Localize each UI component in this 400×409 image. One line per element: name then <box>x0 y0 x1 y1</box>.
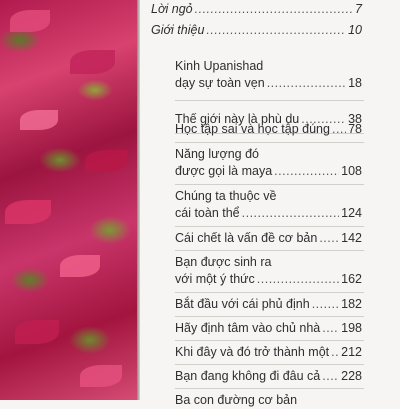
toc-chapter-title-line: dạy sự toàn vẹn <box>175 76 265 90</box>
divider <box>175 364 364 365</box>
toc-chapter-title-line: Hãy định tâm vào chủ nhà <box>175 321 321 335</box>
toc-front-title: Lời ngỏ <box>151 2 193 16</box>
leader-dots <box>322 368 339 385</box>
toc-page-number: 7 <box>355 2 362 16</box>
leaf-shape <box>15 320 59 344</box>
toc-chapter-title-line: với một ý thức <box>175 272 255 286</box>
toc-chapter-title-line: Học tập sai và học tập đúng <box>175 122 330 136</box>
leader-dots <box>322 320 339 337</box>
toc-chapter-title-line: Chúng ta thuộc về <box>175 189 277 203</box>
toc-page-number: 10 <box>348 23 362 37</box>
divider <box>175 100 364 101</box>
toc-chapter-item <box>175 296 362 313</box>
leader-dots <box>332 121 346 138</box>
toc-page-number: 198 <box>341 321 362 335</box>
toc-page-number: 78 <box>348 122 362 136</box>
divider <box>175 250 364 251</box>
toc-page-number: 108 <box>341 164 362 178</box>
leaf-shape <box>60 255 100 277</box>
cover-photo-flowers <box>0 0 137 400</box>
leader-dots <box>195 2 353 16</box>
toc-chapter-title-line: được gọi là maya <box>175 164 273 178</box>
leader-dots <box>274 163 339 180</box>
toc-chapter-title-line: Khi đây và đó trở thành một <box>175 345 330 359</box>
divider <box>175 292 364 293</box>
toc-chapter-title-line: Ba con đường cơ bản <box>175 393 298 407</box>
toc-chapter-title-line: Năng lượng đó <box>175 147 259 161</box>
divider <box>175 142 364 143</box>
leader-dots <box>331 344 339 361</box>
leaf-shape <box>70 50 115 74</box>
divider <box>175 340 364 341</box>
leader-dots <box>206 23 346 37</box>
toc-front-item <box>151 23 362 37</box>
table-of-contents <box>140 0 400 407</box>
leaf-shape <box>5 200 51 224</box>
toc-chapter-item <box>175 344 362 361</box>
toc-chapter-item <box>175 146 362 180</box>
toc-page-number: 18 <box>348 76 362 90</box>
toc-page-number: 38 <box>348 112 362 126</box>
toc-chapter-title-line: Bạn được sinh ra <box>175 255 272 269</box>
toc-chapter-item <box>175 392 362 409</box>
divider <box>175 388 364 389</box>
toc-chapter-item <box>175 121 362 138</box>
leader-dots <box>267 75 346 92</box>
toc-chapter-title-line: Kinh Upanishad <box>175 59 264 73</box>
toc-page-number: 142 <box>341 231 362 245</box>
toc-chapter-item <box>175 230 362 247</box>
toc-chapter-title-line: Bạn đang không đi đâu cả <box>175 369 321 383</box>
divider <box>175 184 364 185</box>
leaf-shape <box>20 110 58 130</box>
leaf-shape <box>80 365 122 387</box>
leaf-shape <box>10 10 50 32</box>
toc-front-title: Giới thiệu <box>151 23 205 37</box>
toc-chapter-title-line: Cái chết là vấn đề cơ bản <box>175 231 318 245</box>
leader-dots <box>257 271 339 288</box>
divider <box>175 316 364 317</box>
leader-dots <box>242 205 340 222</box>
leader-dots <box>319 230 339 247</box>
toc-page-number: 182 <box>341 297 362 311</box>
toc-chapter-item <box>175 58 362 92</box>
toc-chapter-item <box>175 254 362 288</box>
toc-chapter-item <box>175 188 362 222</box>
divider <box>175 226 364 227</box>
toc-chapter-item <box>175 368 362 385</box>
toc-chapter-title-line: Thế giới này là phù du <box>175 112 300 126</box>
leaf-shape <box>85 150 127 172</box>
toc-chapter-title-line: Bắt đầu với cái phủ định <box>175 297 310 311</box>
toc-page-number: 124 <box>341 206 362 220</box>
toc-front-item <box>151 2 362 16</box>
toc-page-number: 162 <box>341 272 362 286</box>
toc-chapter-title-line: cái toàn thể <box>175 206 240 220</box>
toc-chapter-item <box>175 320 362 337</box>
toc-page-number: 212 <box>341 345 362 359</box>
toc-page-number: 228 <box>341 369 362 383</box>
leader-dots <box>312 296 339 313</box>
